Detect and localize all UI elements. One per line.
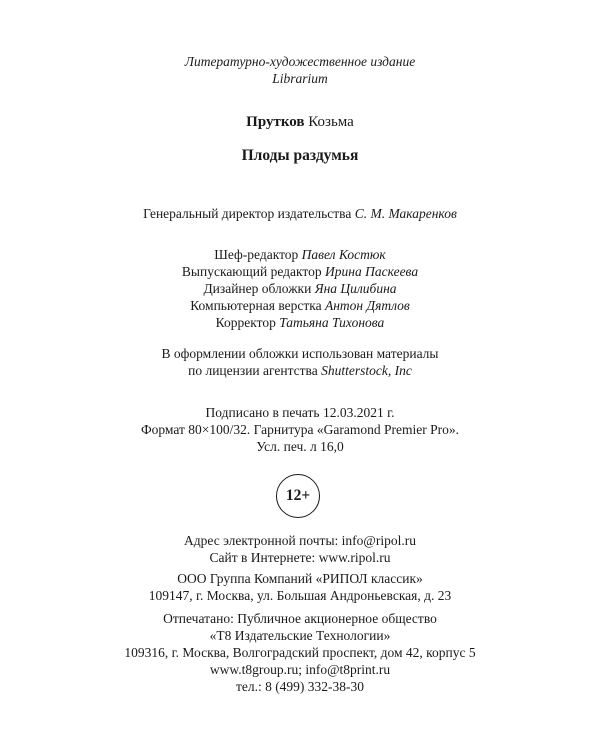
staff-item: [0, 263, 600, 280]
printer-web: www.t8group.ru; info@t8print.ru: [209, 662, 391, 677]
staff-role: Дизайнер обложки: [203, 281, 312, 296]
cover-note-agency: Shutterstock, Inc: [321, 363, 412, 378]
staff-item: [0, 246, 600, 263]
staff-name: Татьяна Тихонова: [279, 315, 385, 330]
age-rating-badge: 12+: [276, 474, 320, 518]
print-format: Формат 80×100/32. Гарнитура «Garamond Premier Pro».: [140, 422, 460, 437]
publisher-address: 109147, г. Москва, ул. Большая Андроньевская, д. 23: [148, 588, 452, 603]
director-line: [0, 205, 600, 222]
edition-info: [0, 53, 600, 87]
cover-note-license: по лицензии агентства: [188, 363, 318, 378]
director-role: Генеральный директор издательства: [143, 206, 352, 221]
staff-item: [0, 280, 600, 297]
staff-role: Выпускающий редактор: [181, 264, 322, 279]
staff-item: [0, 297, 600, 314]
author-surname: Прутков: [246, 114, 305, 130]
edition-type: Литературно-художественное издание: [184, 54, 416, 69]
contact-email: Адрес электронной почты: info@ripol.ru: [184, 533, 416, 548]
staff-role: Компьютерная верстка: [190, 298, 322, 313]
series-name: Librarium: [272, 71, 328, 86]
staff-item: [0, 314, 600, 331]
printer-info: [0, 610, 600, 695]
author-name: Козьма: [308, 114, 354, 130]
cover-note: [0, 345, 600, 379]
print-sheets: Усл. печ. л 16,0: [256, 439, 344, 454]
cover-note-line: В оформлении обложки использован материалы: [161, 346, 439, 361]
author-line: [0, 113, 600, 132]
contacts: [0, 532, 600, 566]
staff-list: [0, 246, 600, 331]
print-info: [0, 404, 600, 455]
staff-role: Шеф-редактор: [214, 247, 299, 262]
printer-address: 109316, г. Москва, Волгоградский проспект, дом 42, корпус 5: [124, 645, 476, 660]
publisher-name: ООО Группа Компаний «РИПОЛ классик»: [177, 571, 423, 586]
staff-name: Ирина Паскеева: [325, 264, 419, 279]
book-title: Плоды раздумья: [241, 147, 359, 164]
contact-site: Сайт в Интернете: www.ripol.ru: [209, 550, 391, 565]
print-signed: Подписано в печать 12.03.2021 г.: [205, 405, 395, 420]
staff-role: Корректор: [215, 315, 276, 330]
printer-line: Отпечатано: Публичное акционерное общество: [163, 611, 437, 626]
staff-name: Яна Цилибина: [314, 281, 397, 296]
printer-phone: тел.: 8 (499) 332-38-30: [235, 679, 365, 694]
printer-company: «Т8 Издательские Технологии»: [209, 628, 391, 643]
publisher-info: [0, 570, 600, 604]
director-name: С. М. Макаренков: [354, 206, 457, 221]
staff-name: Павел Костюк: [301, 247, 386, 262]
staff-name: Антон Дятлов: [324, 298, 410, 313]
